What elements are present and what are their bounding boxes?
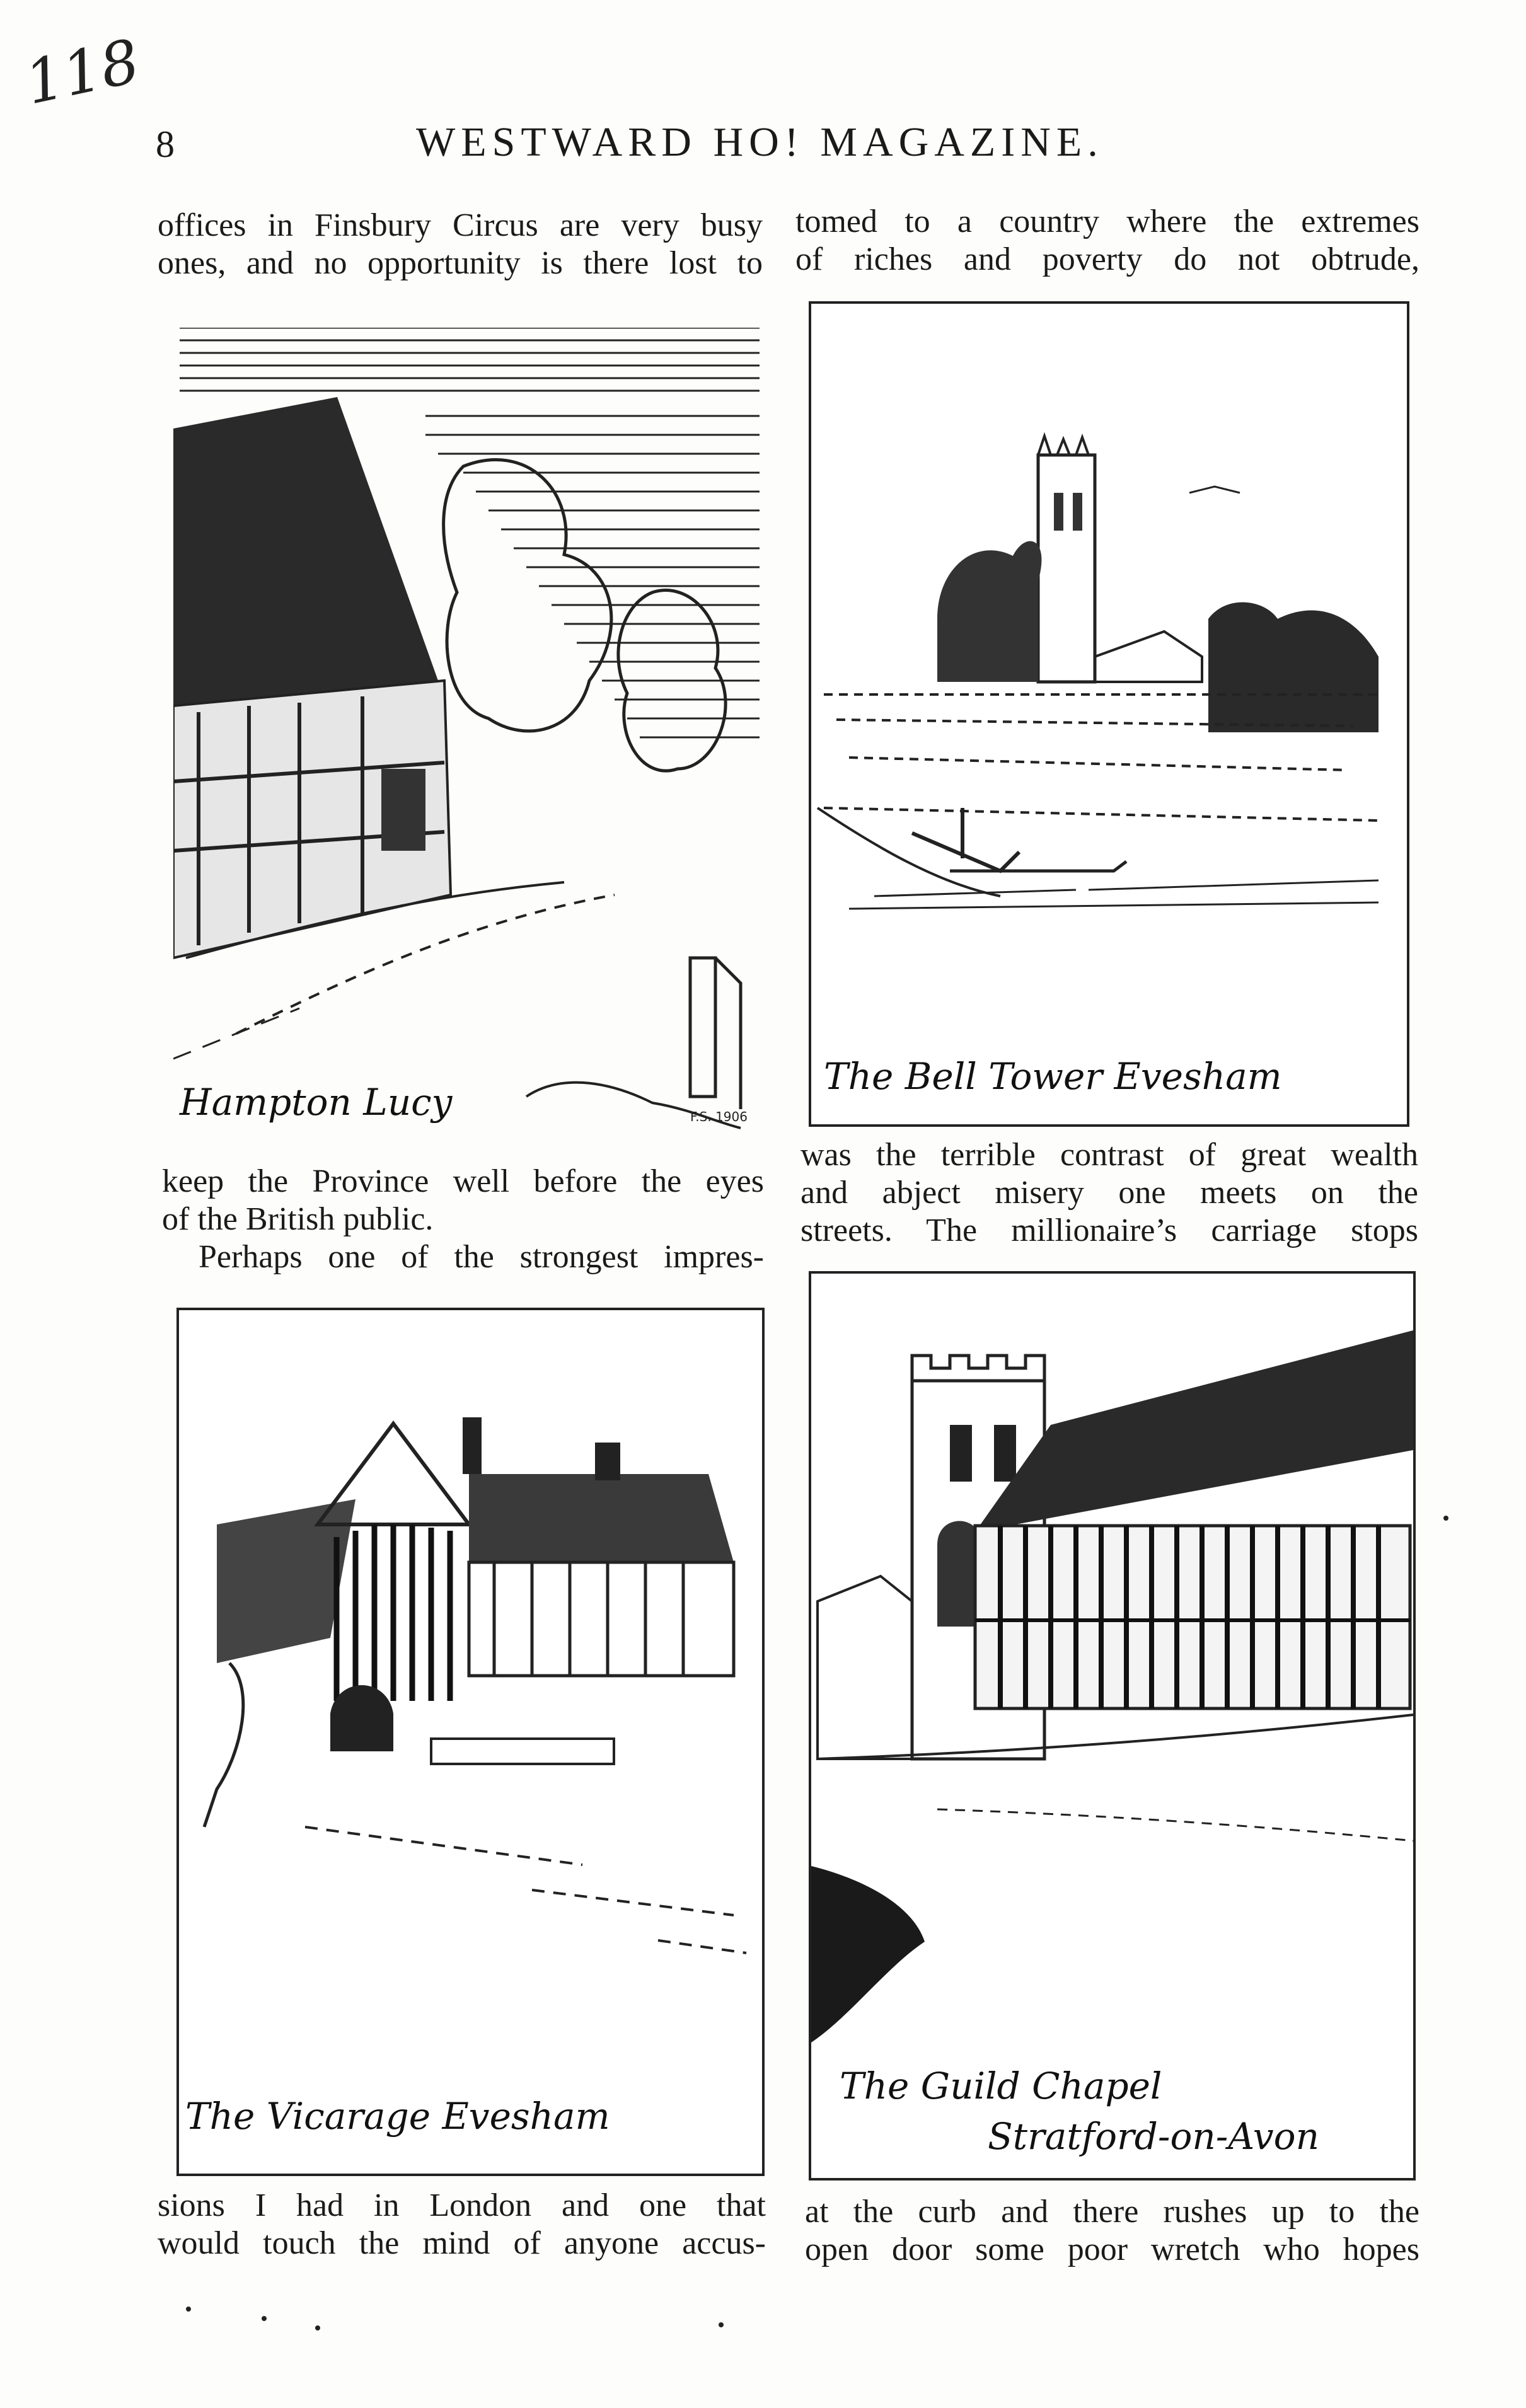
text-line: would touch the mind of anyone accus- [158,2225,766,2261]
bell-tower-sketch-icon [811,304,1407,1124]
text-line: keep the Province well before the eyes [162,1163,764,1199]
scan-speck [719,2322,724,2327]
vicarage-sketch-icon [179,1310,762,2174]
cottage-sketch-icon [173,328,760,1141]
caption-vicarage: The Vicarage Evesham [185,2095,610,2138]
guild-chapel-sketch-icon [811,1274,1413,2178]
text-line: sions I had in London and one that [158,2187,766,2223]
text-line: Perhaps one of the strongest impres- [199,1239,764,1275]
text-mid-right [801,1136,1418,1250]
text-line: and abject misery one meets on the [801,1175,1418,1211]
illustration-bell-tower [809,301,1409,1127]
artist-signature: F.S. 1906 [690,1109,748,1124]
text-line: streets. The millionaire’s carriage stops [801,1213,1418,1248]
caption-guild-chapel-line1: The Guild Chapel [840,2065,1162,2107]
text-line: offices in Finsbury Circus are very busy [158,207,763,243]
caption-guild-chapel-line2: Stratford-on-Avon [988,2115,1319,2158]
illustration-guild-chapel [809,1271,1416,2180]
text-line: at the curb and there rushes up to the [805,2194,1419,2230]
running-head: WESTWARD HO! MAGAZINE. [416,119,1104,165]
text-line: of riches and poverty do not obtrude, [795,241,1419,277]
scan-speck [186,2307,191,2312]
scan-speck [315,2325,320,2330]
caption-hampton-lucy: Hampton Lucy [180,1081,453,1124]
illustration-hampton-lucy [173,328,760,1141]
text-mid-left [162,1163,764,1276]
scan-speck [262,2316,267,2321]
illustration-vicarage [176,1308,765,2176]
page-number: 8 [156,124,175,165]
margin-note: 118 [19,26,146,118]
text-top-right [795,203,1419,279]
scan-speck [1443,1516,1448,1521]
text-line: of the British public. [162,1201,434,1237]
text-line: tomed to a country where the extremes [795,204,1419,239]
text-bottom-left [158,2187,766,2262]
text-top-left [158,207,763,282]
caption-bell-tower: The Bell Tower Evesham [824,1055,1282,1098]
text-bottom-right [805,2193,1419,2269]
text-line: was the terrible contrast of great wealth [801,1137,1418,1173]
text-line: ones, and no opportunity is there lost to [158,245,763,281]
text-line: open door some poor wretch who hopes [805,2232,1419,2267]
